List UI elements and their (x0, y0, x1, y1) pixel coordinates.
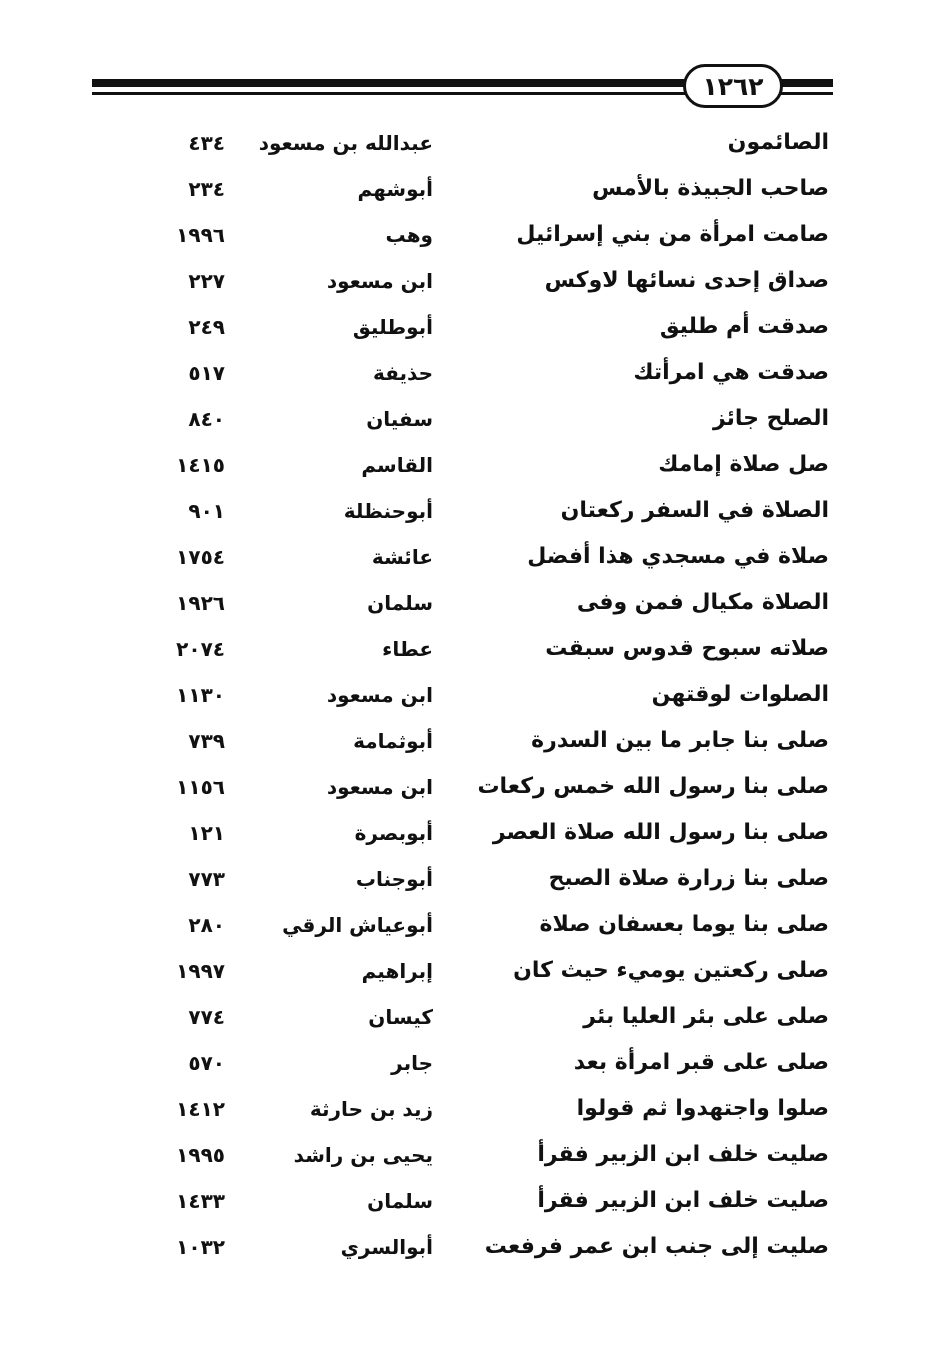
hadith-text: صاحب الجبيذة بالأمس (592, 176, 829, 201)
narrator-name: عطاء (382, 637, 433, 661)
narrator-name: جابر (391, 1051, 433, 1075)
hadith-number: ٧٧٤ (188, 1005, 225, 1029)
narrator-name: ابن مسعود (326, 683, 433, 707)
index-row (0, 948, 937, 994)
narrator-name: أبوبصرة (354, 821, 433, 845)
index-row (0, 120, 937, 166)
index-row (0, 764, 937, 810)
hadith-number: ٥٧٠ (188, 1051, 225, 1075)
hadith-number: ١٩٩٥ (176, 1143, 225, 1167)
hadith-number: ١٧٥٤ (176, 545, 225, 569)
hadith-number: ٢٣٤ (188, 177, 225, 201)
hadith-text: صلاة في مسجدي هذا أفضل (527, 544, 829, 569)
hadith-number: ٥١٧ (188, 361, 225, 385)
hadith-text: الصلاة في السفر ركعتان (560, 498, 829, 523)
index-row (0, 212, 937, 258)
narrator-name: سفيان (366, 407, 433, 431)
index-row (0, 488, 937, 534)
hadith-number: ١٩٢٦ (176, 591, 225, 615)
narrator-name: سلمان (367, 1189, 433, 1213)
hadith-number: ٢٤٩ (188, 315, 225, 339)
index-row (0, 1040, 937, 1086)
hadith-number: ٧٧٣ (188, 867, 225, 891)
index-row (0, 856, 937, 902)
index-row (0, 718, 937, 764)
hadith-text: صليت خلف ابن الزبير فقرأ (537, 1142, 829, 1167)
hadith-text: صلى على بئر العليا بئر (583, 1004, 829, 1029)
index-row (0, 1132, 937, 1178)
hadith-text: صلى بنا زرارة صلاة الصبح (548, 866, 829, 891)
narrator-name: أبوطليق (352, 315, 433, 339)
index-row (0, 166, 937, 212)
narrator-name: عبدالله بن مسعود (258, 131, 433, 155)
page-number: ١٢٦٢ (702, 71, 764, 101)
index-row (0, 902, 937, 948)
narrator-name: أبوشهم (357, 177, 433, 201)
narrator-name: أبوالسري (340, 1235, 433, 1259)
narrator-name: ابن مسعود (326, 775, 433, 799)
narrator-name: أبوعياش الرقي (282, 913, 433, 937)
hadith-number: ٢٠٧٤ (176, 637, 225, 661)
hadith-number: ١٢١ (188, 821, 225, 845)
hadith-number: ١٤١٢ (176, 1097, 225, 1121)
index-row (0, 1086, 937, 1132)
narrator-name: كيسان (368, 1005, 433, 1029)
index-row (0, 304, 937, 350)
narrator-name: زيد بن حارثة (309, 1097, 433, 1121)
index-row (0, 994, 937, 1040)
index-row (0, 1178, 937, 1224)
narrator-name: وهب (385, 223, 433, 247)
hadith-text: صلى بنا جابر ما بين السدرة (531, 728, 829, 753)
narrator-name: القاسم (361, 453, 433, 477)
index-row (0, 1224, 937, 1270)
hadith-text: الصلوات لوقتهن (651, 682, 829, 707)
hadith-text: صدقت هي امرأتك (633, 360, 829, 385)
narrator-name: إبراهيم (361, 959, 433, 983)
hadith-number: ١٤٣٣ (176, 1189, 225, 1213)
hadith-text: صدقت أم طليق (659, 314, 829, 339)
hadith-text: الصلح جائز (712, 406, 829, 431)
hadith-number: ٩٠١ (188, 499, 225, 523)
hadith-text: الصائمون (727, 130, 829, 155)
hadith-number: ٨٤٠ (188, 407, 225, 431)
hadith-number: ١٩٩٧ (176, 959, 225, 983)
hadith-number: ٢٢٧ (188, 269, 225, 293)
hadith-text: صلاته سبوح قدوس سبقت (545, 636, 829, 661)
narrator-name: حذيفة (373, 361, 433, 385)
narrator-name: أبوثمامة (353, 729, 433, 753)
index-row (0, 396, 937, 442)
hadith-number: ١٤١٥ (176, 453, 225, 477)
hadith-text: صلى بنا رسول الله خمس ركعات (477, 774, 829, 799)
index-row (0, 442, 937, 488)
index-row (0, 810, 937, 856)
narrator-name: سلمان (367, 591, 433, 615)
hadith-text: صلى ركعتين يوميء حيث كان (513, 958, 829, 983)
hadith-text: صامت امرأة من بني إسرائيل (516, 222, 829, 247)
narrator-name: ابن مسعود (326, 269, 433, 293)
hadith-number: ٢٨٠ (188, 913, 225, 937)
hadith-text: صلى بنا رسول الله صلاة العصر (492, 820, 829, 845)
narrator-name: يحيى بن راشد (293, 1143, 433, 1167)
hadith-text: الصلاة مكيال فمن وفى (576, 590, 829, 615)
hadith-number: ١١٣٠ (176, 683, 225, 707)
narrator-name: أبوجناب (355, 867, 433, 891)
hadith-number: ٤٣٤ (188, 131, 225, 155)
index-row (0, 626, 937, 672)
hadith-number: ١٩٩٦ (176, 223, 225, 247)
hadith-number: ١١٥٦ (176, 775, 225, 799)
hadith-text: صلوا واجتهدوا ثم قولوا (576, 1096, 829, 1121)
index-row (0, 672, 937, 718)
index-row (0, 580, 937, 626)
narrator-name: أبوحنظلة (343, 499, 433, 523)
hadith-text: صلى بنا يوما بعسفان صلاة (539, 912, 829, 937)
index-row (0, 258, 937, 304)
hadith-text: صلى على قبر امرأة بعد (573, 1050, 829, 1075)
hadith-number: ١٠٣٢ (176, 1235, 225, 1259)
index-row (0, 534, 937, 580)
index-row (0, 350, 937, 396)
narrator-name: عائشة (371, 545, 433, 569)
hadith-text: صليت إلى جنب ابن عمر فرفعت (484, 1234, 829, 1259)
hadith-text: صل صلاة إمامك (658, 452, 829, 477)
hadith-text: صداق إحدى نسائها لاوكس (544, 268, 829, 293)
hadith-number: ٧٣٩ (188, 729, 225, 753)
hadith-text: صليت خلف ابن الزبير فقرأ (537, 1188, 829, 1213)
